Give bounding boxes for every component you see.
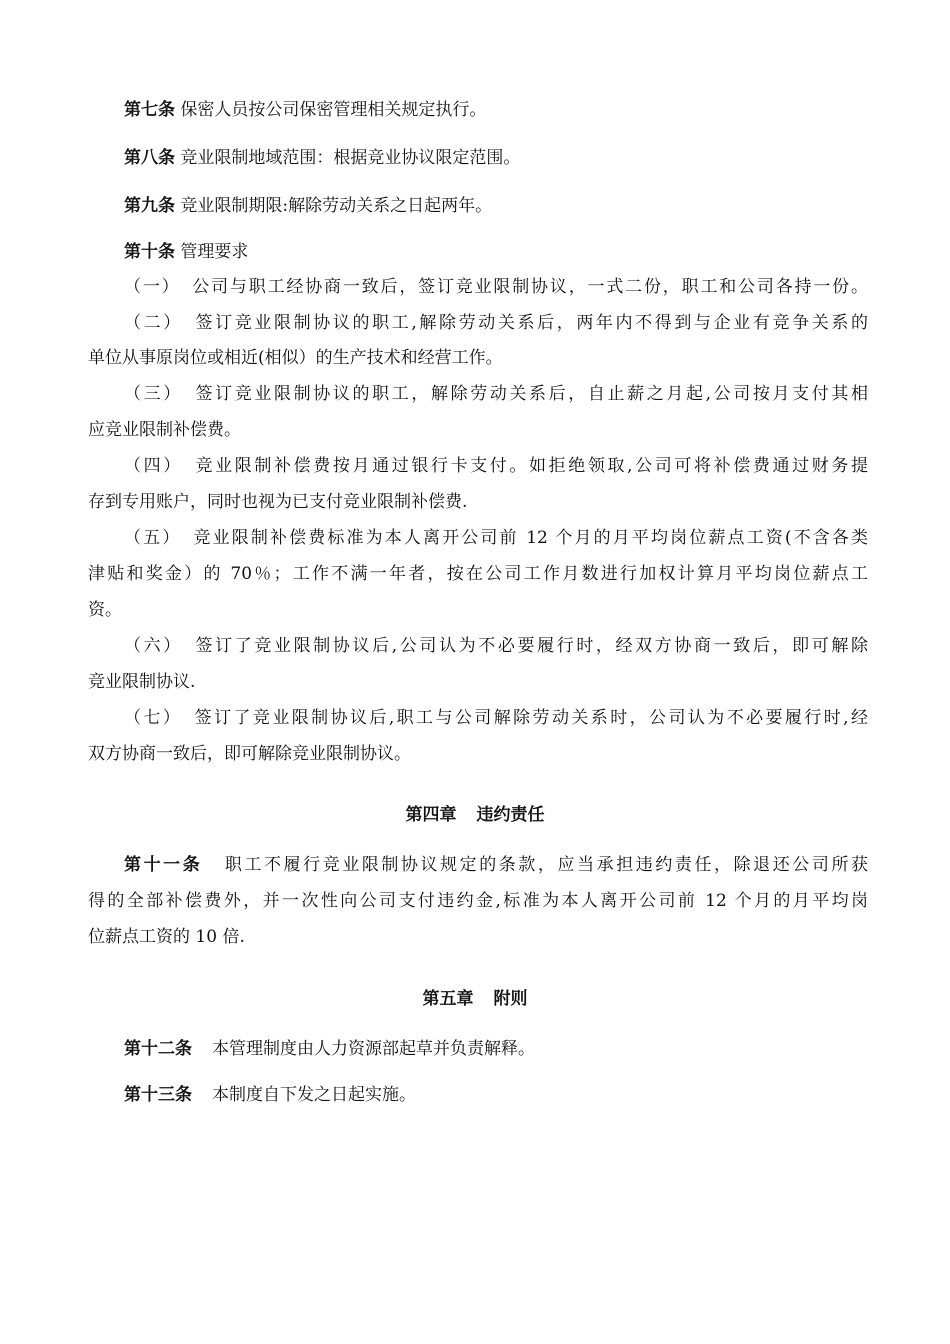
item-number: （五） bbox=[124, 528, 182, 548]
item-number: （七） bbox=[124, 708, 183, 728]
article-13 bbox=[124, 1083, 868, 1107]
article-9 bbox=[124, 194, 868, 218]
item-number: （四） bbox=[124, 456, 183, 476]
item-5-line-3: 资。 bbox=[88, 600, 122, 620]
item-7-line-2: 双方协商一致后，即可解除竞业限制协议。 bbox=[88, 744, 411, 764]
chapter-title: 附则 bbox=[493, 989, 528, 1009]
article-label: 第十三条 bbox=[124, 1085, 192, 1105]
article-label: 第九条 bbox=[124, 196, 175, 216]
item-text: 签订竞业限制协议的职工，解除劳动关系后，自止薪之月起,公司按月支付其相 bbox=[192, 384, 869, 404]
item-6-line-2: 竞业限制协议. bbox=[88, 672, 196, 692]
article-label: 第八条 bbox=[124, 148, 175, 168]
item-2-line-2: 单位从事原岗位或相近(相似）的生产技术和经营工作。 bbox=[88, 348, 503, 368]
item-number: （二） bbox=[124, 313, 183, 333]
item-4-line-2: 存到专用账户，同时也视为已支付竞业限制补偿费. bbox=[88, 492, 468, 512]
item-4-line-1 bbox=[124, 454, 868, 478]
article-text: 竞业限制地域范围：根据竞业协议限定范围。 bbox=[180, 148, 521, 168]
chapter-5-heading bbox=[0, 987, 950, 1011]
item-text: 竞业限制补偿费标准为本人离开公司前 12 个月的月平均岗位薪点工资(不含各类 bbox=[191, 528, 869, 548]
article-text: 本管理制度由人力资源部起草并负责解释。 bbox=[212, 1039, 535, 1059]
chapter-title: 违约责任 bbox=[476, 805, 545, 825]
item-text: 签订了竞业限制协议后,公司认为不必要履行时，经双方协商一致后，即可解除 bbox=[192, 636, 869, 656]
item-text: 竞业限制补偿费按月通过银行卡支付。如拒绝领取,公司可将补偿费通过财务提 bbox=[192, 456, 869, 476]
item-3-line-1 bbox=[124, 382, 868, 406]
item-1-line-1 bbox=[124, 275, 868, 299]
article-text: 保密人员按公司保密管理相关规定执行。 bbox=[180, 100, 487, 120]
item-6-line-1 bbox=[124, 634, 868, 658]
article-8 bbox=[124, 146, 868, 170]
article-11-line-2: 得的全部补偿费外，并一次性向公司支付违约金,标准为本人离开公司前 12 个月的月平均岗 bbox=[88, 891, 868, 911]
item-2-line-1 bbox=[124, 311, 868, 335]
article-11-line-1 bbox=[124, 853, 868, 877]
item-7-line-1 bbox=[124, 706, 868, 730]
article-label: 第七条 bbox=[124, 100, 175, 120]
item-number: （一） bbox=[124, 277, 181, 297]
chapter-label: 第四章 bbox=[405, 805, 457, 825]
article-7 bbox=[124, 98, 868, 122]
article-label: 第十条 bbox=[124, 242, 175, 262]
article-text: 职工不履行竞业限制协议规定的条款，应当承担违约责任，除退还公司所获 bbox=[222, 855, 869, 875]
item-text: 公司与职工经协商一致后，签订竞业限制协议，一式二份，职工和公司各持一份。 bbox=[190, 277, 869, 297]
article-text: 本制度自下发之日起实施。 bbox=[212, 1085, 416, 1105]
article-text: 竞业限制期限:解除劳动关系之日起两年。 bbox=[180, 196, 493, 216]
item-text: 签订了竞业限制协议后,职工与公司解除劳动关系时，公司认为不必要履行时,经 bbox=[192, 708, 868, 728]
item-text: 签订竞业限制协议的职工,解除劳动关系后，两年内不得到与企业有竞争关系的 bbox=[192, 313, 869, 333]
item-3-line-2: 应竞业限制补偿费。 bbox=[88, 420, 241, 440]
item-number: （六） bbox=[124, 636, 183, 656]
item-5-line-2: 津贴和奖金）的 70％；工作不满一年者，按在公司工作月数进行加权计算月平均岗位薪点工 bbox=[88, 564, 868, 584]
chapter-label: 第五章 bbox=[422, 989, 474, 1009]
article-11-line-3: 位薪点工资的 10 倍. bbox=[88, 927, 245, 947]
article-text: 管理要求 bbox=[180, 242, 249, 262]
chapter-4-heading bbox=[0, 803, 950, 827]
article-label: 第十二条 bbox=[124, 1039, 192, 1059]
article-12 bbox=[124, 1037, 868, 1061]
item-5-line-1 bbox=[124, 526, 868, 550]
article-10 bbox=[124, 240, 868, 264]
item-number: （三） bbox=[124, 384, 183, 404]
article-label: 第十一条 bbox=[124, 855, 203, 875]
